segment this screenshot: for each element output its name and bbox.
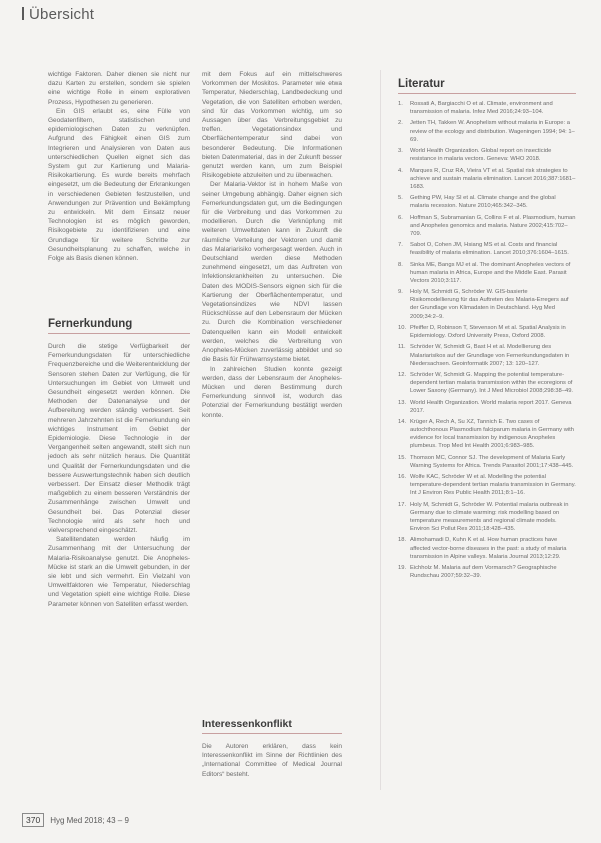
section-header <box>22 6 94 23</box>
reference-text: Holy M, Schmidt G, Schröder W. Potential malaria outbreak in Germany due to climate warming: risk modelling based on temperature measurements and regional climate models. Environ Sci Pollut Res 2011;18:428–435. <box>410 501 569 533</box>
reference-text: Eichholz M. Malaria auf dem Vormarsch? Geographische Rundschau 2007;59:32–39. <box>410 565 557 580</box>
reference-number: 17. <box>398 501 407 508</box>
reference-number: 7. <box>398 242 403 249</box>
body-paragraph: Der Malaria-Vektor ist in hohem Maße von seiner Umgebung abhängig. Daher eignen sich Fernerkundungsdaten gut, um die Bedingungen für die Verbreitung und das Vorkommen zu modellieren. Durch die Verknüpfung mit weiteren Umweltdaten kann in Zukunft die räumliche Verteilung der Vektoren und damit das Malariarisiko vorhergesagt werden. Auch in Deutschland werden diese Methoden zunehmend eingesetzt, um das Auftreten von Infektionskrankheiten zu untersuchen. Die Daten des MODIS-Sensors eignen sich für die Kartierung der Oberflächentemperatur, und Vegetationsindizes wie NDVI lassen Rückschlüsse auf den Lebensraum der Mücken zu. Durch die Kombination verschiedener Datenquellen kann ein Modell entwickelt werden, welches die Verbreitung von Anopheles-Mücken zuverlässig abbildet und so die Basis für Frühwarnsysteme bietet. <box>202 181 342 364</box>
reference-item <box>398 100 576 116</box>
reference-item <box>398 536 576 560</box>
reference-number: 15. <box>398 454 407 461</box>
reference-item <box>398 343 576 367</box>
reference-item <box>398 371 576 395</box>
body-paragraph: mit dem Fokus auf ein mittelschweres Vorkommen der Moskitos. Parameter wie etwa Temperatur, Niederschlag, Landbedeckung und Vegetation, die von Satelliten erhoben werden, sind für das Vorkommen wichtig, um so Aussagen über das Verbreitungsgebiet zu treffen. Vegetationsindex und Oberflächentemperatur sind dabei von besonderer Bedeutung. Die Informationen bieten Datenmaterial, das in der Zukunft besser genutzt werden kann, um zum Beispiel Risikogebiete abzuleiten und zu überwachen. <box>202 71 342 180</box>
reference-number: 9. <box>398 289 403 296</box>
body-paragraph: Satellitendaten werden häufig im Zusammenhang mit der Untersuchung der Malaria-Risikoanalyse genutzt. Die Anopheles-Mücke ist stark an die Umwelt gebunden, in der sie lebt und sich vermehrt. Ein Vielzahl von Umweltfaktoren wie Temperatur, Niederschlag und Vegetation spielt eine wichtige Rolle. Diese Parameter können von Satelliten erfasst werden. <box>48 536 190 608</box>
reference-item <box>398 473 576 497</box>
reference-text: Alimohamadi D, Kuhn K et al. How human practices have affected vector-borne diseases in the past: a study of malaria transmission in Alpine valleys. Malaria Journal 2013;12:29. <box>410 537 567 560</box>
reference-list <box>398 100 576 584</box>
reference-item <box>398 261 576 285</box>
reference-text: Schröder W, Schmidt G. Mapping the potential temperature-dependent tertian malaria transmission within the ecoregions of Lower Saxony (Germany). Int J Med Microbiol 2008;298:38–49. <box>410 371 574 395</box>
heading-fernerkundung: Fernerkundung <box>48 318 190 334</box>
column-2 <box>202 70 342 420</box>
reference-text: Thomson MC, Connor SJ. The development of Malaria Early Warning Systems for Africa. Trends Parasitol 2001;17:438–445. <box>410 454 574 469</box>
page-number: 370 <box>22 813 44 827</box>
reference-text: Jetten TH, Takken W. Anophelism without malaria in Europe: a review of the ecology and distribution. Wageningen 1994; 94: 1–69. <box>410 120 575 143</box>
column-1 <box>48 70 190 263</box>
reference-text: Wolfe KAC, Schröder W et al. Modelling the potential temperature-dependent tertian malaria transmission in Germany. Int J Environ Res Public Health 2011;8:1–16. <box>410 474 576 497</box>
reference-item <box>398 167 576 191</box>
heading-literatur: Literatur <box>398 78 576 94</box>
reference-number: 18. <box>398 537 407 544</box>
reference-text: Krüger A, Rech A, Su XZ, Tannich E. Two cases of autochthonous Plasmodium falciparum malaria in Germany with evidence for local transmission by indigenous Anopheles plumbeus. Trop Med Int Health 2001;6:983–985. <box>410 419 574 450</box>
reference-item <box>398 194 576 210</box>
reference-number: 10. <box>398 324 407 331</box>
reference-number: 14. <box>398 419 407 426</box>
reference-number: 3. <box>398 148 403 155</box>
reference-item <box>398 147 576 163</box>
reference-item <box>398 288 576 320</box>
body-paragraph: wichtige Faktoren. Daher dienen sie nicht nur dazu Karten zu erstellen, sondern sie spielen eine wichtige Rolle in einem explorativen Prozess, Hypothesen zu generieren. <box>48 71 190 106</box>
reference-item <box>398 454 576 470</box>
reference-number: 5. <box>398 195 403 202</box>
reference-number: 6. <box>398 214 403 221</box>
reference-text: Sinka ME, Bangs MJ et al. The dominant Anopheles vectors of human malaria in Africa, Europe and the Middle East. Parasit Vectors 2010;3:117. <box>410 261 571 284</box>
reference-text: Pfeiffer D, Robinson T, Stevenson M et al. Spatial Analysis in Epidemiology. Oxford University Press, Oxford 2008. <box>410 324 566 340</box>
interessenkonflikt-text: Die Autoren erklären, dass kein Interessenkonflikt im Sinne der Richtlinien des „International Committee of Medical Journal Editors“ besteht. <box>202 743 342 778</box>
header-title: Übersicht <box>29 6 95 23</box>
reference-text: World Health Organization. Global report on insecticide resistance in malaria vectors. Geneva: WHO 2018. <box>410 148 552 163</box>
journal-citation: Hyg Med 2018; 43 – 9 <box>50 816 129 825</box>
page-footer <box>22 813 129 827</box>
reference-number: 4. <box>398 167 403 174</box>
reference-text: Rossati A, Bargiacchi O et al. Climate, environment and transmission of malaria. Infez Med 2016;24:93–104. <box>410 101 553 116</box>
header-bar <box>22 7 24 20</box>
reference-number: 12. <box>398 371 407 378</box>
reference-number: 19. <box>398 565 407 572</box>
reference-number: 11. <box>398 344 406 351</box>
reference-text: Gething PW, Hay SI et al. Climate change and the global malaria recession. Nature 2010;465:342–345. <box>410 195 556 210</box>
reference-item <box>398 119 576 143</box>
reference-number: 13. <box>398 399 407 406</box>
reference-item <box>398 241 576 257</box>
reference-text: Schröder W, Schmidt G, Bast H et al. Modellierung des Malariarisikos auf der Grundlage von Fernerkundungsdaten in Niedersachsen. Geoinformatik 2007; 13: 120–127. <box>410 344 570 367</box>
reference-item <box>398 324 576 340</box>
reference-item <box>398 501 576 533</box>
column-1-lower <box>48 342 190 609</box>
reference-text: Hoffman S, Subramanian G, Collins F et al. Plasmodium, human and Anopheles genomics and malaria. Nature 2002;415:702–709. <box>410 214 576 237</box>
reference-text: Sabot O, Cohen JM, Hsiang MS et al. Costs and financial feasibility of malaria elimination. Lancet 2010;376:1604–1615. <box>410 242 569 257</box>
reference-number: 16. <box>398 474 407 481</box>
reference-number: 8. <box>398 261 403 268</box>
reference-text: Marques R, Cruz RA, Vieira VT et al. Spatial risk strategies to achieve and sustain malaria elimination. Lancet 2016;387:1681–1683. <box>410 167 576 190</box>
column-divider <box>380 70 381 790</box>
reference-item <box>398 399 576 415</box>
heading-interessenkonflikt: Interessenkonflikt <box>202 718 342 734</box>
reference-item <box>398 564 576 580</box>
body-paragraph: In zahlreichen Studien konnte gezeigt werden, dass der Lebensraum der Anopheles-Mücken und deren Bestimmung durch Fernerkundung sinnvoll ist, wodurch das Potenzial der Fernerkundung bestätigt werden konnte. <box>202 365 342 419</box>
reference-item <box>398 418 576 450</box>
body-paragraph: Ein GIS erlaubt es, eine Fülle von Geodatenfiltern, statistischen und epidemiologischen Daten zu verknüpfen. Aufgrund des Fähigkeit einen GIS zum Integrieren und Analysieren von Daten aus unterschiedlichen Quellen eignet sich das System gut zur Kartierung und Malaria-Risikokartierung. Es wurde bereits mehrfach eingesetzt, um die Bedeutung der Erkrankungen in verschiedenen Gebieten festzustellen, und Anwendungen zur Prävention und Bekämpfung zu entwickeln. Mit dem Einsatz neuer Technologien ist es möglich geworden, Risikogebiete zu identifizieren und eine Grundlage für weitere Schritte zur Gesundheitsplanung zu schaffen, welche in Folge als Basis dienen können. <box>48 107 190 263</box>
reference-number: 2. <box>398 120 403 127</box>
reference-text: Holy M, Schmidt G, Schröder W. GIS-basierte Risikomodellierung für das Auftreten des Malaria-Erregers auf der Grundlage von Klimadaten in Deutschland. Hyg Med 2009;34:2–9. <box>410 289 569 320</box>
reference-number: 1. <box>398 101 403 107</box>
reference-text: World Health Organization. World malaria report 2017. Geneva 2017. <box>410 399 572 414</box>
reference-item <box>398 214 576 238</box>
body-paragraph: Durch die stetige Verfügbarkeit der Fernerkundungsdaten für unterschiedliche Frequenzbereiche und die Weiterentwicklung der Sensoren stehen Daten zur Verfügung, die für Untersuchungen im Gebiet von Umwelt und Gesundheit eingesetzt werden können. Die Methoden der Datenanalyse und der Aufbereitung werden ständig verbessert. Seit mehreren Jahrzehnten ist die Fernerkundung ein wichtiges Instrument im Gebiet der Epidemiologie. Diese Technologie in der Vergangenheit selten angewandt, stellt sich nun jedoch als sehr nützlich heraus. Die Quantität und Qualität der Fernerkundungsdaten und die bessere Auswertungstechnik haben sich deutlich verbessert. Der Einsatz dieser Methodik trägt maßgeblich zu einem besseren Verständnis der Zusammenhänge zwischen Umwelt und Gesundheit bei. Das Potenzial dieser Technologie wird als sehr hoch und vielversprechend eingeschätzt. <box>48 343 190 535</box>
